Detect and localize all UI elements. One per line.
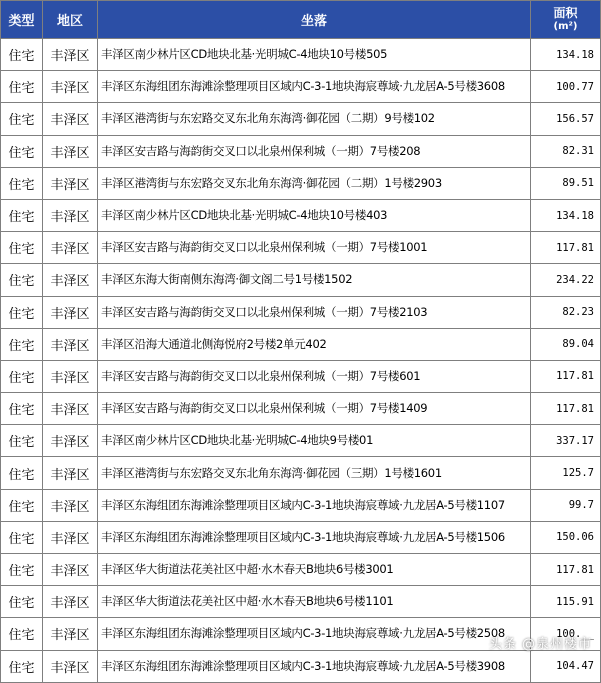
row-location: 丰泽区东海组团东海滩涂整理项目区域内C-3-1地块海宸尊域·九龙居A-5号楼1506 — [98, 521, 531, 553]
row-location: 丰泽区港湾街与东宏路交叉东北角东海湾·御花园（二期）1号楼2903 — [98, 167, 531, 199]
row-district: 丰泽区 — [43, 489, 98, 521]
row-district: 丰泽区 — [43, 103, 98, 135]
row-type: 住宅 — [1, 521, 43, 553]
row-district: 丰泽区 — [43, 71, 98, 103]
table-row — [1, 521, 601, 553]
row-area: 117.81 — [531, 393, 601, 425]
row-type: 住宅 — [1, 650, 43, 682]
row-district: 丰泽区 — [43, 554, 98, 586]
table-row — [1, 360, 601, 392]
row-district: 丰泽区 — [43, 199, 98, 231]
table-row — [1, 264, 601, 296]
row-type: 住宅 — [1, 393, 43, 425]
table-row — [1, 296, 601, 328]
row-type: 住宅 — [1, 586, 43, 618]
table-row — [1, 199, 601, 231]
row-area: 117.81 — [531, 554, 601, 586]
row-district: 丰泽区 — [43, 393, 98, 425]
watermark: 头条 @泉州楼市 — [488, 637, 592, 652]
row-area: 100.__ — [531, 618, 601, 650]
table-row — [1, 103, 601, 135]
row-area: 82.31 — [531, 135, 601, 167]
row-area: 100.77 — [531, 71, 601, 103]
row-district: 丰泽区 — [43, 618, 98, 650]
table-row — [1, 489, 601, 521]
row-district: 丰泽区 — [43, 521, 98, 553]
table-row — [1, 425, 601, 457]
row-area: 82.23 — [531, 296, 601, 328]
row-district: 丰泽区 — [43, 167, 98, 199]
row-location: 丰泽区东海组团东海滩涂整理项目区域内C-3-1地块海宸尊域·九龙居A-5号楼1107 — [98, 489, 531, 521]
row-area: 337.17 — [531, 425, 601, 457]
row-location: 丰泽区沿海大通道北侧海悦府2号楼2单元402 — [98, 328, 531, 360]
row-location: 丰泽区华大街道法花美社区中超·水木春天B地块6号楼1101 — [98, 586, 531, 618]
row-area: 89.04 — [531, 328, 601, 360]
row-type: 住宅 — [1, 103, 43, 135]
table-row — [1, 39, 601, 71]
row-location: 丰泽区南少林片区CD地块北基·光明城C-4地块10号楼505 — [98, 39, 531, 71]
row-type: 住宅 — [1, 489, 43, 521]
row-district: 丰泽区 — [43, 264, 98, 296]
row-area: 125.7 — [531, 457, 601, 489]
row-location: 丰泽区华大街道法花美社区中超·水木春天B地块6号楼3001 — [98, 554, 531, 586]
header-district: 地区 — [43, 1, 98, 39]
row-type: 住宅 — [1, 328, 43, 360]
row-district: 丰泽区 — [43, 328, 98, 360]
row-district: 丰泽区 — [43, 135, 98, 167]
table-row — [1, 554, 601, 586]
table-row — [1, 586, 601, 618]
header-area-unit: (m²) — [553, 20, 578, 32]
header-area-label: 面积 — [553, 5, 578, 20]
row-district: 丰泽区 — [43, 360, 98, 392]
table-header-row — [1, 1, 601, 39]
row-type: 住宅 — [1, 264, 43, 296]
row-location: 丰泽区东海组团东海滩涂整理项目区域内C-3-1地块海宸尊域·九龙居A-5号楼3908 — [98, 650, 531, 682]
table-row — [1, 135, 601, 167]
row-type: 住宅 — [1, 135, 43, 167]
row-location: 丰泽区安吉路与海韵街交叉口以北泉州保利城（一期）7号楼208 — [98, 135, 531, 167]
row-location: 丰泽区东海组团东海滩涂整理项目区域内C-3-1地块海宸尊域·九龙居A-5号楼2508 — [98, 618, 531, 650]
table-row — [1, 71, 601, 103]
row-area: 99.7 — [531, 489, 601, 521]
row-type: 住宅 — [1, 232, 43, 264]
table-row — [1, 457, 601, 489]
row-area: 117.81 — [531, 360, 601, 392]
row-location: 丰泽区安吉路与海韵街交叉口以北泉州保利城（一期）7号楼1409 — [98, 393, 531, 425]
row-type: 住宅 — [1, 457, 43, 489]
row-location: 丰泽区港湾街与东宏路交叉东北角东海湾·御花园（三期）1号楼1601 — [98, 457, 531, 489]
row-district: 丰泽区 — [43, 586, 98, 618]
row-area: 134.18 — [531, 199, 601, 231]
row-district: 丰泽区 — [43, 457, 98, 489]
header-area — [531, 1, 601, 39]
row-type: 住宅 — [1, 618, 43, 650]
table-row — [1, 232, 601, 264]
row-district: 丰泽区 — [43, 232, 98, 264]
row-area: 156.57 — [531, 103, 601, 135]
row-type: 住宅 — [1, 425, 43, 457]
row-area: 150.06 — [531, 521, 601, 553]
row-area: 234.22 — [531, 264, 601, 296]
table-row — [1, 328, 601, 360]
row-type: 住宅 — [1, 554, 43, 586]
row-type: 住宅 — [1, 199, 43, 231]
row-location: 丰泽区南少林片区CD地块北基·光明城C-4地块10号楼403 — [98, 199, 531, 231]
header-type: 类型 — [1, 1, 43, 39]
row-type: 住宅 — [1, 296, 43, 328]
row-location: 丰泽区南少林片区CD地块北基·光明城C-4地块9号楼01 — [98, 425, 531, 457]
row-area: 104.47 — [531, 650, 601, 682]
row-area: 115.91 — [531, 586, 601, 618]
row-type: 住宅 — [1, 39, 43, 71]
row-location: 丰泽区东海大街南侧东海湾·御文阁二号1号楼1502 — [98, 264, 531, 296]
row-area: 134.18 — [531, 39, 601, 71]
row-location: 丰泽区安吉路与海韵街交叉口以北泉州保利城（一期）7号楼1001 — [98, 232, 531, 264]
table-row — [1, 650, 601, 682]
row-district: 丰泽区 — [43, 425, 98, 457]
row-type: 住宅 — [1, 360, 43, 392]
row-type: 住宅 — [1, 71, 43, 103]
row-location: 丰泽区东海组团东海滩涂整理项目区域内C-3-1地块海宸尊域·九龙居A-5号楼3608 — [98, 71, 531, 103]
row-area: 117.81 — [531, 232, 601, 264]
row-area: 89.51 — [531, 167, 601, 199]
row-location: 丰泽区港湾街与东宏路交叉东北角东海湾·御花园（二期）9号楼102 — [98, 103, 531, 135]
row-district: 丰泽区 — [43, 650, 98, 682]
table-row — [1, 167, 601, 199]
row-district: 丰泽区 — [43, 39, 98, 71]
table-row — [1, 393, 601, 425]
row-district: 丰泽区 — [43, 296, 98, 328]
row-location: 丰泽区安吉路与海韵街交叉口以北泉州保利城（一期）7号楼2103 — [98, 296, 531, 328]
header-location: 坐落 — [98, 1, 531, 39]
row-location: 丰泽区安吉路与海韵街交叉口以北泉州保利城（一期）7号楼601 — [98, 360, 531, 392]
row-type: 住宅 — [1, 167, 43, 199]
table-body — [1, 39, 601, 683]
